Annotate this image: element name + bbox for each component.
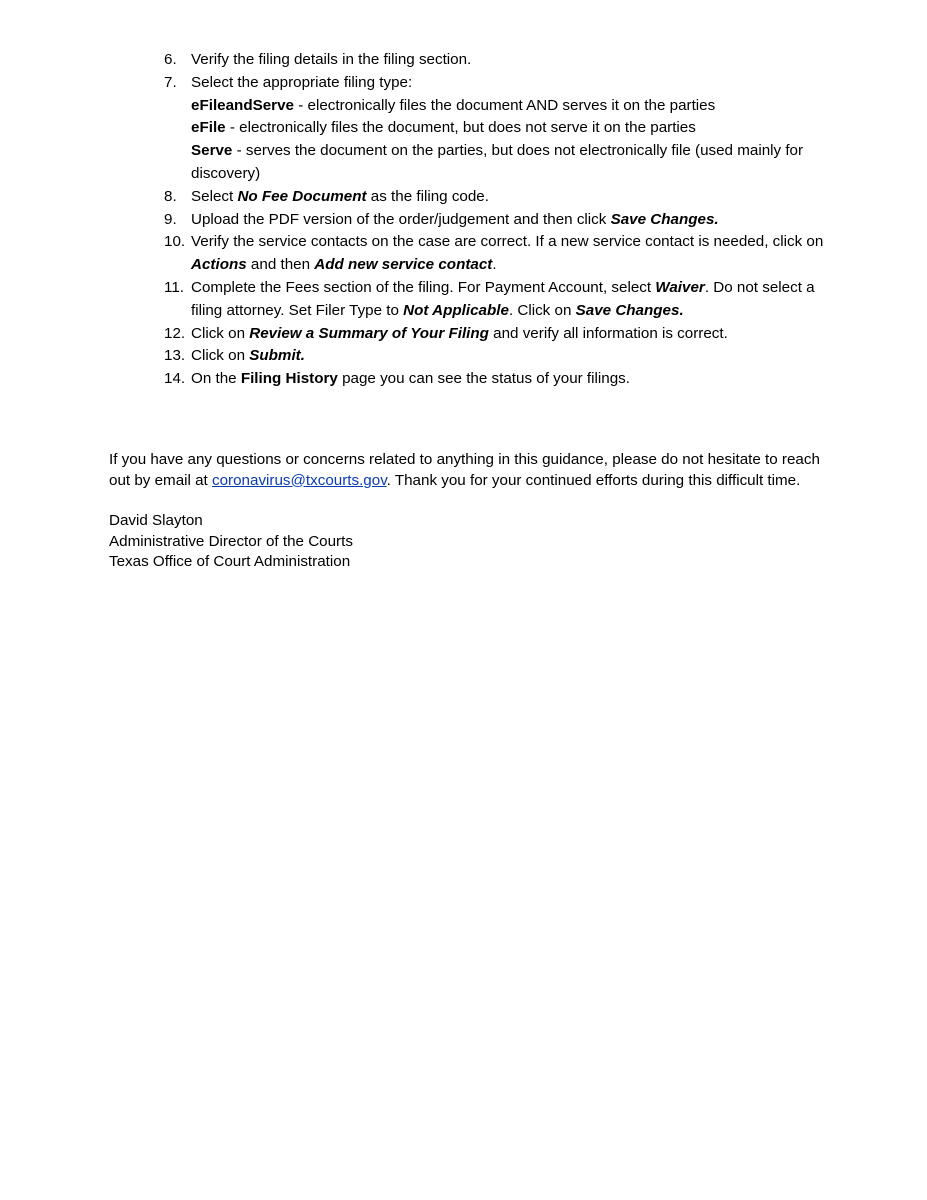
step-12 [164,323,834,346]
filing-type-term: eFile [191,119,226,137]
step-text-mid: . Click on [508,301,576,319]
step-7 [164,72,834,186]
instruction-list [164,49,834,391]
step-number: 7. [164,73,177,91]
signature-block [109,511,353,573]
step-text-pre: Verify the service contacts on the case are correct. If a new service contact is needed, click on [191,233,824,251]
step-text-mid: and then [246,256,315,274]
step-text-pre: Complete the Fees section of the filing. For Payment Account, select [191,278,656,296]
step-11 [164,277,834,323]
step-text-pre: On the [191,370,241,388]
closing-paragraph [109,450,829,491]
step-8 [164,186,834,209]
step-text: Verify the filing details in the filing section. [191,51,472,68]
step-text-mid: . Do not select a filing attorney. Set Filer Type to [191,278,815,319]
step-number: 8. [164,187,177,205]
step-text-post: and verify all information is correct. [488,324,728,342]
step-number: 11. [164,278,184,296]
closing-text-pre: If you have any questions or concerns related to anything in this guidance, please do not hesitate to reach out by email at [109,451,820,489]
emphasis-no-fee-document: No Fee Document [237,187,367,205]
step-number: 6. [164,51,177,68]
emphasis-save-changes: Save Changes. [575,301,684,319]
filing-type-efileandserve [191,95,834,118]
step-text-pre: Upload the PDF version of the order/judgement and then click [191,210,611,228]
filing-type-serve [191,140,834,186]
step-10 [164,231,834,277]
email-link[interactable]: coronavirus@txcourts.gov [212,471,387,489]
step-text-post: page you can see the status of your filings. [337,370,630,388]
step-text-post: . [492,256,497,274]
filing-type-desc: - serves the document on the parties, but does not electronically file (used mainly for discovery) [191,142,804,182]
filing-type-desc: - electronically files the document AND serves it on the parties [294,96,716,114]
step-text-pre: Select [191,187,238,205]
step-9 [164,209,834,232]
step-number: 13. [164,347,186,365]
step-number: 14. [164,370,186,388]
filing-type-efile [191,117,834,140]
step-number: 12. [164,324,186,342]
step-13 [164,345,834,368]
step-number: 10. [164,233,186,251]
filing-type-desc: - electronically files the document, but does not serve it on the parties [225,119,696,137]
step-text-post: as the filing code. [366,187,489,205]
filing-type-term: eFileandServe [191,96,294,114]
emphasis-not-applicable: Not Applicable [403,301,509,319]
emphasis-actions: Actions [191,256,247,274]
emphasis-add-new-service-contact: Add new service contact [314,256,493,274]
emphasis-waiver: Waiver [655,278,705,296]
filing-type-term: Serve [191,142,233,160]
closing-text-post: . Thank you for your continued efforts during this difficult time. [386,471,801,489]
emphasis-filing-history: Filing History [240,370,338,388]
emphasis-submit: Submit. [249,347,305,365]
step-6 [164,49,834,72]
signer-title: Administrative Director of the Courts [109,532,353,550]
signer-office: Texas Office of Court Administration [109,553,351,570]
step-text: Select the appropriate filing type: [191,73,413,91]
step-number: 9. [164,210,177,228]
step-text-pre: Click on [191,324,250,342]
emphasis-save-changes: Save Changes. [610,210,719,228]
step-14 [164,368,834,391]
emphasis-review-summary: Review a Summary of Your Filing [249,324,489,342]
step-text-pre: Click on [191,347,250,365]
signer-name: David Slayton [109,512,203,529]
